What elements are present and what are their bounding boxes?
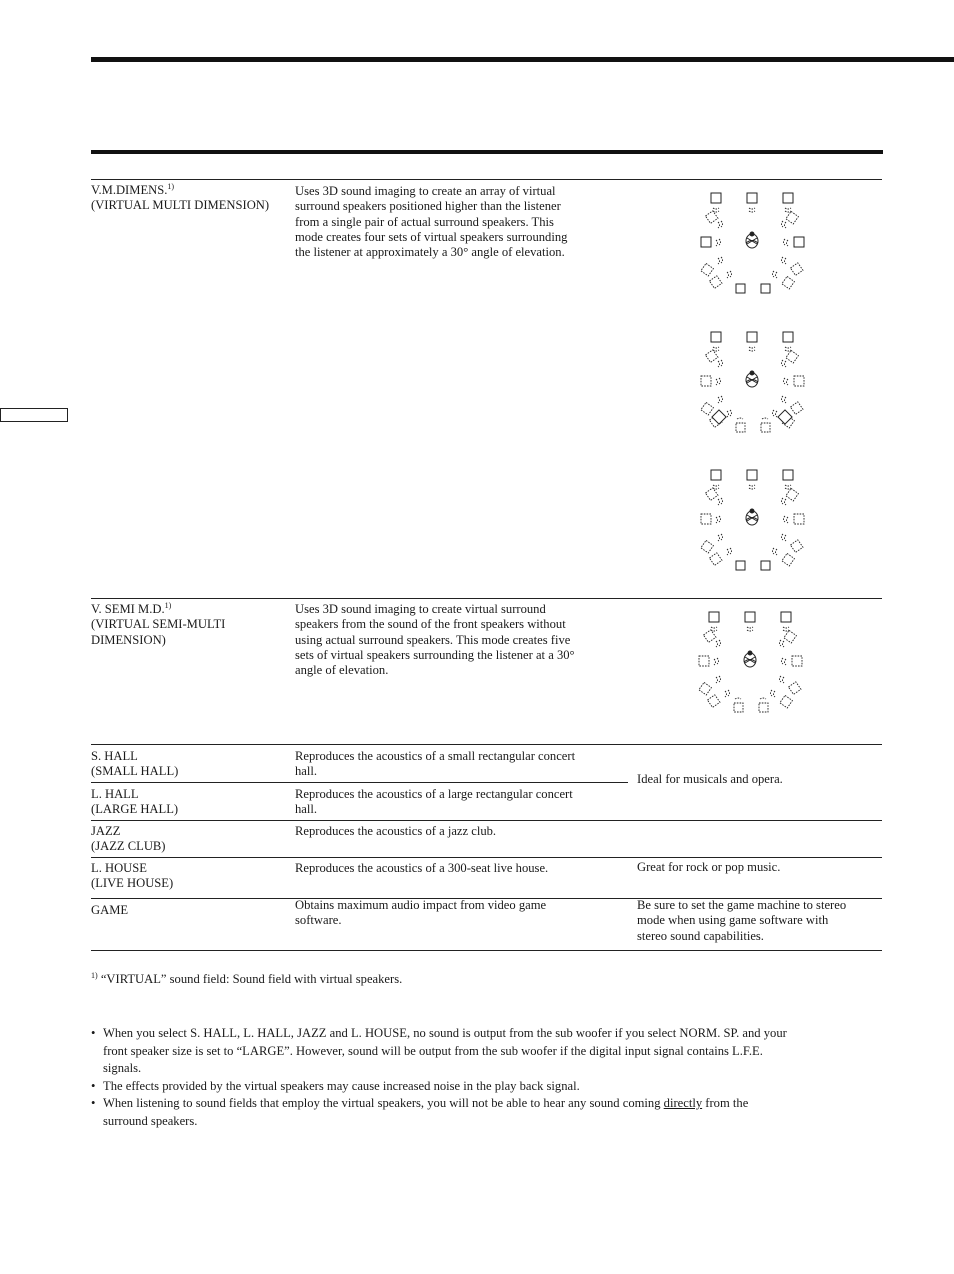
table-row-lhall-description: Reproduces the acoustics of a large rectangular concert hall. — [295, 787, 573, 817]
side-index-tab — [0, 408, 68, 422]
speaker-diagram-vsemimd — [694, 605, 806, 717]
table-row-game-name: GAME — [91, 903, 129, 917]
row-divider — [91, 820, 882, 821]
speaker-layout-svg — [694, 605, 806, 717]
table-row-lhouse-description: Reproduces the acoustics of a 300-seat live house. — [295, 861, 549, 875]
table-row-shall-name: S. HALL (SMALL HALL) — [91, 749, 179, 779]
speaker-layout-svg — [696, 325, 808, 437]
note-item: • When you select S. HALL, L. HALL, JAZZ and L. HOUSE, no sound is output from the sub woofer if you select NORM. SP. and your front speaker size is set to “LARGE”. However, sound will be output from the sub woofer if the digital input signal contains L.F.E. signals. — [91, 1025, 881, 1078]
speaker-diagram-vmdimens-2 — [696, 325, 808, 437]
row-divider — [91, 744, 882, 745]
table-top-rule — [91, 179, 882, 180]
table-row-shall-description: Reproduces the acoustics of a small rectangular concert hall. — [295, 749, 576, 779]
table-row-vmdimens-name: V.M.DIMENS.$^{1)}$ (VIRTUAL MULTI DIMENSION) — [91, 181, 270, 213]
speaker-layout-svg — [696, 186, 808, 298]
speaker-layout-svg — [696, 463, 808, 575]
footnote: $^{1)}$ “VIRTUAL” sound field: Sound field with virtual speakers. — [91, 970, 403, 986]
speaker-diagram-vmdimens-1 — [696, 186, 808, 298]
table-note-game: Be sure to set the game machine to stereo mode when using game software with stereo sound capabilities. — [637, 898, 847, 943]
table-note-rock-pop: Great for rock or pop music. — [637, 860, 781, 874]
table-row-jazz-name: JAZZ (JAZZ CLUB) — [91, 824, 166, 854]
table-row-vmdimens-description: Uses 3D sound imaging to create an array of virtual surround speakers positioned higher than the listener from a single pair of actual surround speakers. This mode creates four sets of virtual speakers surrounding the listener at approximately a 30° angle of elevation. — [295, 184, 568, 260]
row-divider-partial — [91, 782, 628, 783]
underlined-word: directly — [663, 1096, 703, 1110]
note-item: • The effects provided by the virtual speakers may cause increased noise in the play back signal. — [91, 1078, 881, 1096]
table-bottom-rule — [91, 950, 882, 951]
notes-list — [91, 1025, 881, 1130]
table-row-lhouse-name: L. HOUSE (LIVE HOUSE) — [91, 861, 174, 891]
table-note-musicals: Ideal for musicals and opera. — [637, 772, 783, 786]
table-row-game-description: Obtains maximum audio impact from video game software. — [295, 898, 547, 928]
section-rule — [91, 150, 883, 154]
table-row-jazz-description: Reproduces the acoustics of a jazz club. — [295, 824, 497, 838]
row-divider — [91, 857, 882, 858]
table-row-lhall-name: L. HALL (LARGE HALL) — [91, 787, 179, 817]
speaker-diagram-vmdimens-3 — [696, 463, 808, 575]
table-row-vsemimd-description: Uses 3D sound imaging to create virtual surround speakers from the sound of the front speakers without using actual surround speakers. This mode creates five sets of virtual speakers surrounding the listener at a 30° angle of elevation. — [295, 602, 575, 678]
table-row-vsemimd-name: V. SEMI M.D.$^{1)}$ (VIRTUAL SEMI-MULTI DIMENSION) — [91, 600, 226, 647]
row-divider — [91, 598, 882, 599]
note-item: • When listening to sound fields that employ the virtual speakers, you will not be able to hear any sound coming directly from the surround speakers. — [91, 1095, 881, 1130]
header-rule-thick — [91, 57, 954, 62]
